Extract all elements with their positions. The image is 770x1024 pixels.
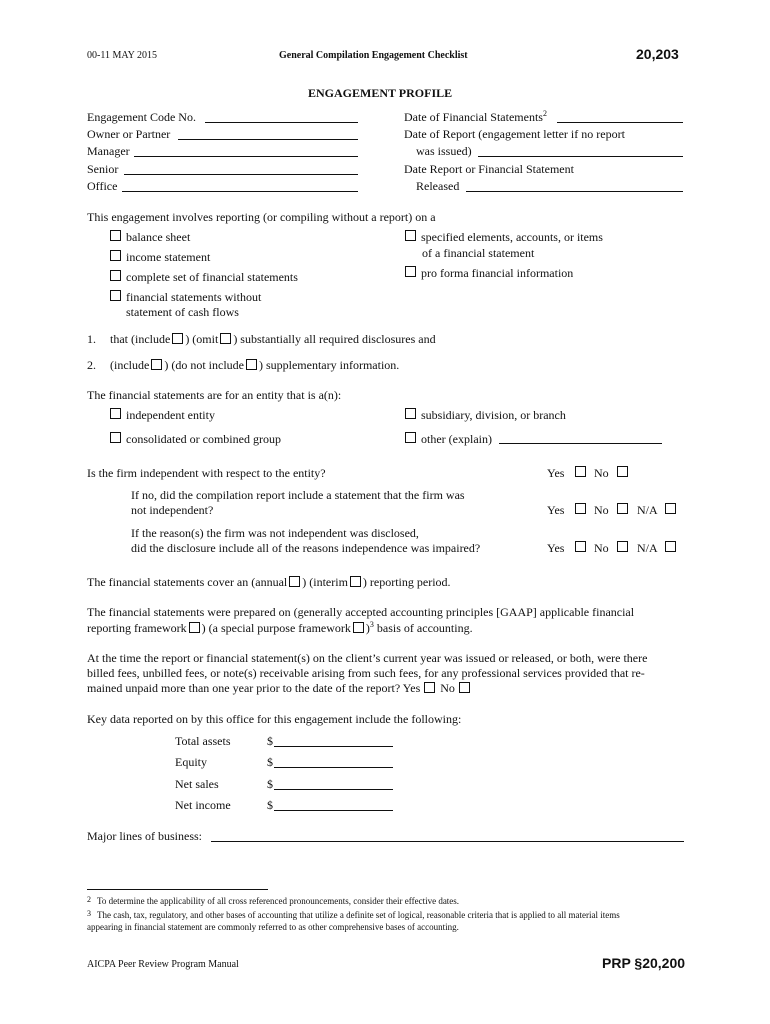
total-assets-label: Total assets bbox=[175, 734, 231, 748]
reasons-question: If the reason(s) the firm was not independent was disclosed, bbox=[131, 526, 419, 540]
header-title: General Compilation Engagement Checklist bbox=[279, 50, 468, 61]
disclosure-line-1: that (include ) (omit ) substantially all required disclosures and bbox=[110, 332, 436, 346]
header-date: 00-11 MAY 2015 bbox=[87, 50, 158, 61]
fees-line-3: mained unpaid more than one year prior to the date of the report? Yes No bbox=[87, 681, 472, 695]
date-fs-label: Date of Financial Statements$^2$ bbox=[404, 109, 547, 124]
entity-intro: The financial statements are for an entity that is a(n): bbox=[87, 388, 342, 402]
other-explain-field[interactable] bbox=[499, 443, 662, 444]
subsidiary-checkbox[interactable] bbox=[405, 408, 416, 419]
footnote-marker-2: 2 bbox=[87, 895, 91, 904]
engagement-code-field[interactable] bbox=[205, 122, 358, 123]
complete-set-label: complete set of financial statements bbox=[126, 270, 298, 284]
independent-yes-checkbox[interactable] bbox=[575, 466, 586, 477]
basis-line-1: The financial statements were prepared on (generally accepted accounting principles [GAAP] applicable financial bbox=[87, 605, 635, 619]
owner-label: Owner or Partner bbox=[87, 127, 171, 141]
period-line: The financial statements cover an (annual ) (interim ) reporting period. bbox=[87, 575, 451, 589]
currency-symbol: $ bbox=[267, 734, 273, 748]
date-fs-field[interactable] bbox=[557, 122, 683, 123]
reasons-no-checkbox[interactable] bbox=[617, 541, 628, 552]
net-income-label: Net income bbox=[175, 798, 231, 812]
footnote-3-cont: appearing in financial statement are commonly referred to as other comprehensive bases of accounting. bbox=[87, 922, 459, 932]
independence-question: Is the firm independent with respect to the entity? bbox=[87, 466, 326, 480]
without-cash-flows-label-cont: statement of cash flows bbox=[126, 305, 239, 319]
disclosure-number-2: 2. bbox=[87, 358, 96, 372]
gaap-framework-checkbox[interactable] bbox=[189, 622, 200, 633]
footnote-divider bbox=[87, 889, 268, 890]
specified-elements-label-cont: of a financial statement bbox=[422, 246, 535, 260]
reasons-question-cont: did the disclosure include all of the reasons independence was impaired? bbox=[131, 541, 481, 555]
consolidated-checkbox[interactable] bbox=[110, 432, 121, 443]
specified-elements-checkbox[interactable] bbox=[405, 230, 416, 241]
currency-symbol: $ bbox=[267, 755, 273, 769]
balance-sheet-label: balance sheet bbox=[126, 230, 191, 244]
equity-field[interactable] bbox=[274, 767, 393, 768]
footer-section: PRP §20,200 bbox=[602, 955, 686, 971]
business-field[interactable] bbox=[211, 841, 684, 842]
subsidiary-label: subsidiary, division, or branch bbox=[421, 408, 566, 422]
date-released-field[interactable] bbox=[466, 191, 683, 192]
include-supplementary-checkbox[interactable] bbox=[151, 359, 162, 370]
na-label: N/A bbox=[637, 503, 658, 517]
date-report-label: Date of Report (engagement letter if no report bbox=[404, 127, 625, 141]
senior-label: Senior bbox=[87, 162, 119, 176]
no-label: No bbox=[594, 541, 609, 555]
section-title: ENGAGEMENT PROFILE bbox=[308, 86, 453, 100]
office-label: Office bbox=[87, 179, 118, 193]
fees-line-2: billed fees, unbilled fees, or note(s) receivable arising from such fees, for any professional services provided that re- bbox=[87, 666, 645, 680]
header-page-number: 20,203 bbox=[636, 46, 679, 62]
date-released-label-cont: Released bbox=[416, 179, 460, 193]
income-statement-checkbox[interactable] bbox=[110, 250, 121, 261]
currency-symbol: $ bbox=[267, 777, 273, 791]
manager-field[interactable] bbox=[134, 156, 358, 157]
yes-label: Yes bbox=[547, 503, 565, 517]
footnote-2: To determine the applicability of all cross referenced pronouncements, consider their effective dates. bbox=[97, 896, 460, 906]
report-statement-no-checkbox[interactable] bbox=[617, 503, 628, 514]
consolidated-label: consolidated or combined group bbox=[126, 432, 281, 446]
fees-no-checkbox[interactable] bbox=[459, 682, 470, 693]
engagement-code-label: Engagement Code No. bbox=[87, 110, 196, 124]
interim-checkbox[interactable] bbox=[350, 576, 361, 587]
independent-no-checkbox[interactable] bbox=[617, 466, 628, 477]
without-cash-flows-label: financial statements without bbox=[126, 290, 262, 304]
omit-disclosures-checkbox[interactable] bbox=[220, 333, 231, 344]
net-income-field[interactable] bbox=[274, 810, 393, 811]
date-released-label: Date Report or Financial Statement bbox=[404, 162, 574, 176]
disclosure-line-2: (include ) (do not include ) supplementary information. bbox=[110, 358, 400, 372]
equity-label: Equity bbox=[175, 755, 207, 769]
fees-yes-checkbox[interactable] bbox=[424, 682, 435, 693]
annual-checkbox[interactable] bbox=[289, 576, 300, 587]
fees-line-1: At the time the report or financial statement(s) on the client’s current year was issued or released, or both, were there bbox=[87, 651, 648, 665]
office-field[interactable] bbox=[122, 191, 358, 192]
key-data-intro: Key data reported on by this office for this engagement include the following: bbox=[87, 712, 462, 726]
reasons-yes-checkbox[interactable] bbox=[575, 541, 586, 552]
report-statement-na-checkbox[interactable] bbox=[665, 503, 676, 514]
currency-symbol: $ bbox=[267, 798, 273, 812]
report-statement-question: If no, did the compilation report include a statement that the firm was bbox=[131, 488, 465, 502]
independent-entity-label: independent entity bbox=[126, 408, 215, 422]
reporting-intro: This engagement involves reporting (or compiling without a report) on a bbox=[87, 210, 436, 224]
exclude-supplementary-checkbox[interactable] bbox=[246, 359, 257, 370]
reasons-na-checkbox[interactable] bbox=[665, 541, 676, 552]
business-label: Major lines of business: bbox=[87, 829, 202, 843]
no-label: No bbox=[594, 503, 609, 517]
without-cash-flows-checkbox[interactable] bbox=[110, 290, 121, 301]
yes-label: Yes bbox=[547, 541, 565, 555]
date-report-label-cont: was issued) bbox=[416, 144, 472, 158]
specified-elements-label: specified elements, accounts, or items bbox=[421, 230, 603, 244]
pro-forma-checkbox[interactable] bbox=[405, 266, 416, 277]
report-statement-question-cont: not independent? bbox=[131, 503, 214, 517]
date-report-field[interactable] bbox=[478, 156, 683, 157]
senior-field[interactable] bbox=[124, 174, 358, 175]
balance-sheet-checkbox[interactable] bbox=[110, 230, 121, 241]
footnote-marker-3: 3 bbox=[87, 909, 91, 918]
pro-forma-label: pro forma financial information bbox=[421, 266, 574, 280]
owner-field[interactable] bbox=[178, 139, 358, 140]
footnote-3: The cash, tax, regulatory, and other bases of accounting that utilize a definite set of logical, reasonable criteria that is applied to all material items bbox=[97, 910, 620, 920]
other-entity-label: other (explain) bbox=[421, 432, 492, 446]
yes-label: Yes bbox=[547, 466, 565, 480]
net-sales-field[interactable] bbox=[274, 789, 393, 790]
include-disclosures-checkbox[interactable] bbox=[172, 333, 183, 344]
independent-entity-checkbox[interactable] bbox=[110, 408, 121, 419]
basis-line-2: reporting framework ) (a special purpose framework )$^3$ basis of accounting. bbox=[87, 620, 473, 635]
total-assets-field[interactable] bbox=[274, 746, 393, 747]
special-purpose-checkbox[interactable] bbox=[353, 622, 364, 633]
other-entity-checkbox[interactable] bbox=[405, 432, 416, 443]
report-statement-yes-checkbox[interactable] bbox=[575, 503, 586, 514]
na-label: N/A bbox=[637, 541, 658, 555]
disclosure-number-1: 1. bbox=[87, 332, 96, 346]
no-label: No bbox=[594, 466, 609, 480]
income-statement-label: income statement bbox=[126, 250, 211, 264]
complete-set-checkbox[interactable] bbox=[110, 270, 121, 281]
footer-manual: AICPA Peer Review Program Manual bbox=[87, 959, 239, 970]
manager-label: Manager bbox=[87, 144, 130, 158]
net-sales-label: Net sales bbox=[175, 777, 219, 791]
